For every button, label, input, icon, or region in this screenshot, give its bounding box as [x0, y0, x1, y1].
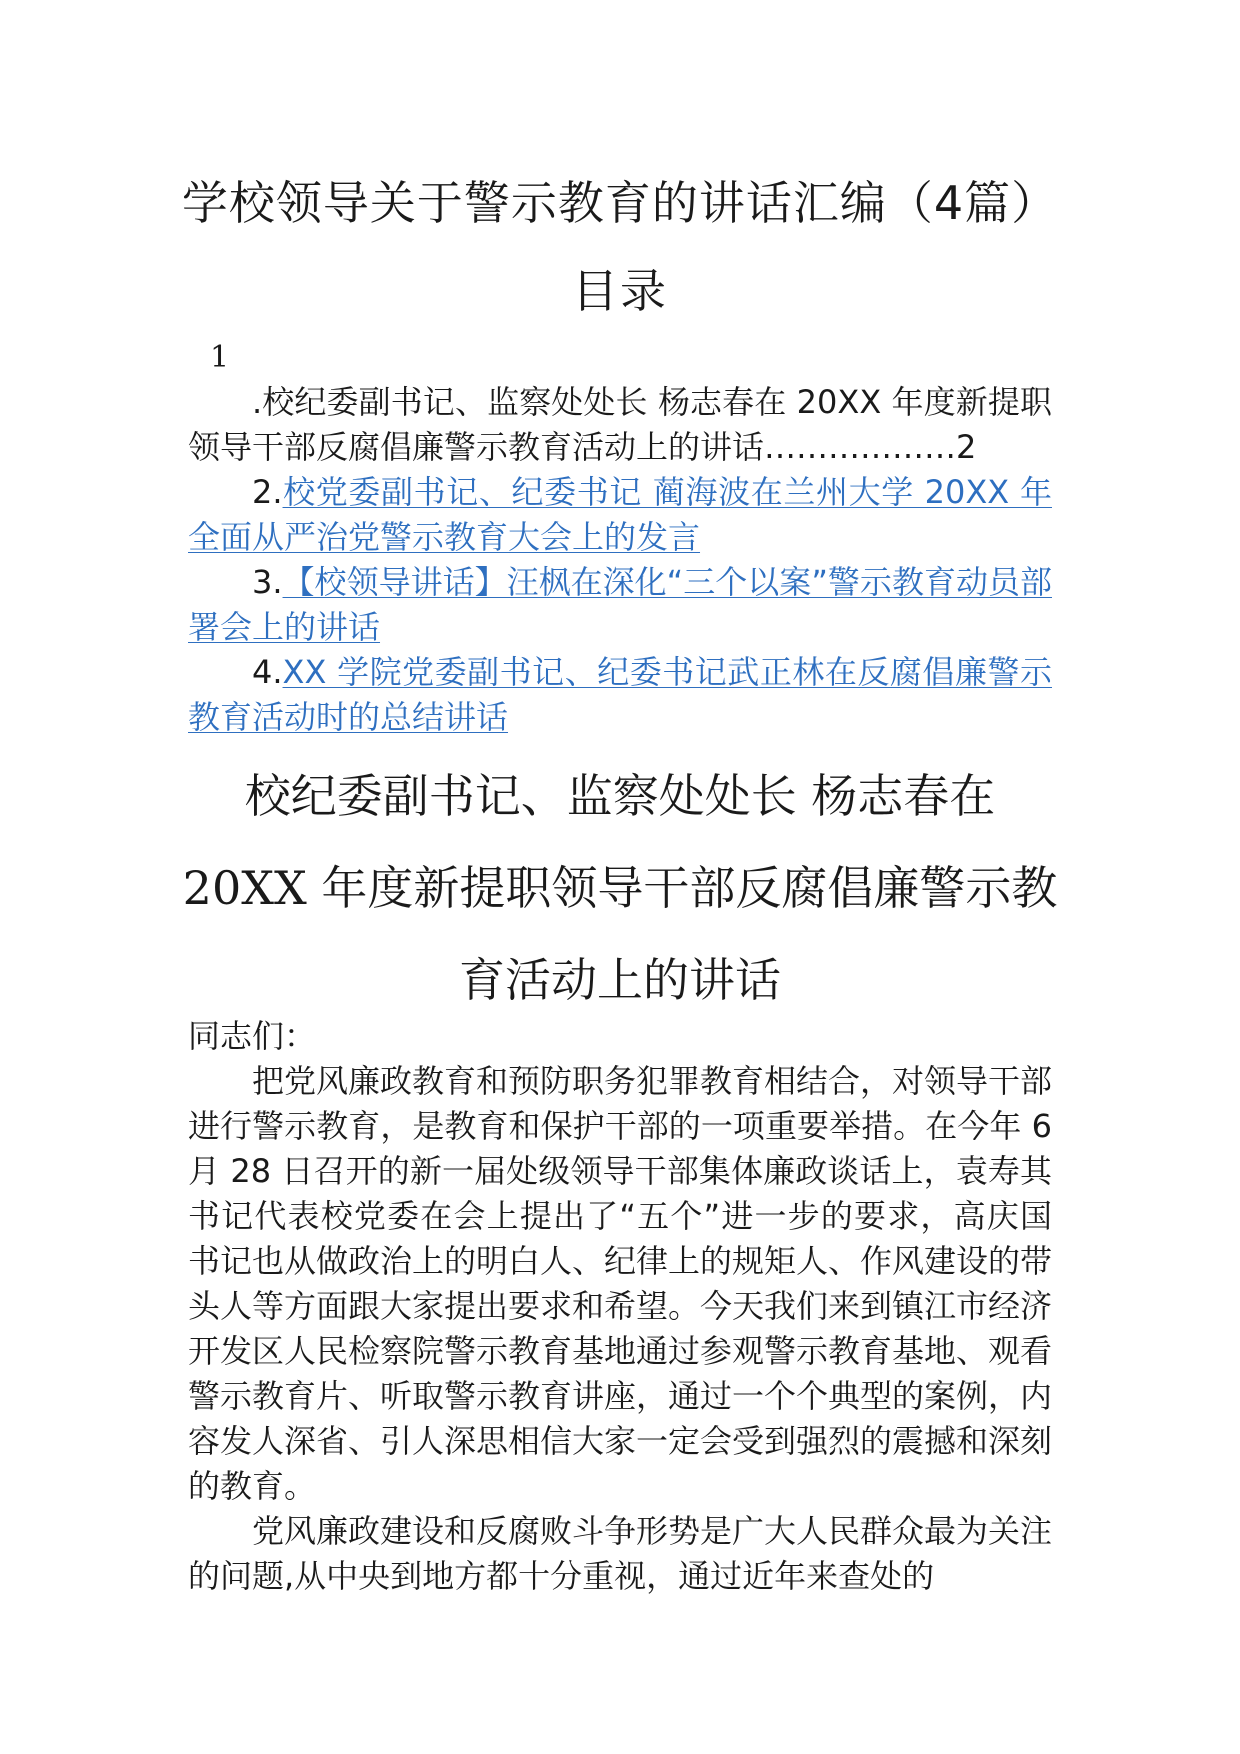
- toc-leader: ………………: [764, 428, 957, 466]
- toc-item-1[interactable]: [188, 380, 1052, 470]
- body-paragraph-2: 党风廉政建设和反腐败斗争形势是广大人民群众最为关注的问题,从中央到地方都十分重视，通过近年来查处的: [188, 1512, 1053, 1595]
- toc-item-number: 2.: [252, 473, 283, 511]
- toc-item-number: 3.: [252, 563, 283, 601]
- body-paragraph-1: 把党风廉政教育和预防职务犯罪教育相结合，对领导干部进行警示教育，是教育和保护干部的一项重要举措。在今年 6 月 28 日召开的新一届处级领导干部集体廉政谈话上，袁寿其书记代表校党委在会上提出了“五个”进一步的要求，高庆国书记也从做政治上的明白人、纪律上的规矩人、作风建设的带头人等方面跟大家提出要求和希望。今天我们来到镇江市经济开发区人民检察院警示教育基地通过参观警示教育基地、观看警示教育片、听取警示教育讲座，通过一个个典型的案例，内容发人深省、引人深思相信大家一定会受到强烈的震撼和深刻的教育。: [188, 1062, 1053, 1505]
- salutation: 同志们：: [188, 1017, 317, 1055]
- section-title: [150, 750, 1090, 1026]
- toc-item-number: 1: [210, 340, 230, 375]
- section-title-line-2: [150, 842, 1090, 934]
- section-title-line-3: 育活动上的讲话: [459, 953, 781, 1007]
- toc-item-2: [188, 470, 1052, 560]
- table-of-contents: [188, 380, 1052, 740]
- toc-link-2[interactable]: 校党委副书记、纪委书记 蔺海波在兰州大学 20XX 年全面从严治党警示教育大会上的发言: [188, 473, 1052, 556]
- section-title-line-1: 校纪委副书记、监察处处长 杨志春在: [244, 769, 996, 823]
- speech-body: [188, 1014, 1052, 1599]
- toc-item-3: [188, 560, 1052, 650]
- toc-item-number: 4.: [252, 653, 283, 691]
- section-title-line-2-text: 年度新提职领导干部反腐倡廉警示教: [306, 861, 1058, 915]
- toc-link-3[interactable]: 【校领导讲话】汪枫在深化“三个以案”警示教育动员部署会上的讲话: [188, 563, 1052, 646]
- toc-link-4[interactable]: XX 学院党委副书记、纪委书记武正林在反腐倡廉警示教育活动时的总结讲话: [188, 653, 1052, 736]
- toc-item-text: .校纪委副书记、监察处处长 杨志春在 20XX 年度新提职领导干部反腐倡廉警示教育活动上的讲话: [188, 383, 1052, 466]
- toc-item-4: [188, 650, 1052, 740]
- toc-page-number: 2: [956, 428, 977, 466]
- toc-heading: 目录: [572, 264, 668, 318]
- document-title: 学校领导关于警示教育的讲话汇编（4篇）: [181, 176, 1059, 230]
- section-title-year: 20XX: [182, 861, 307, 915]
